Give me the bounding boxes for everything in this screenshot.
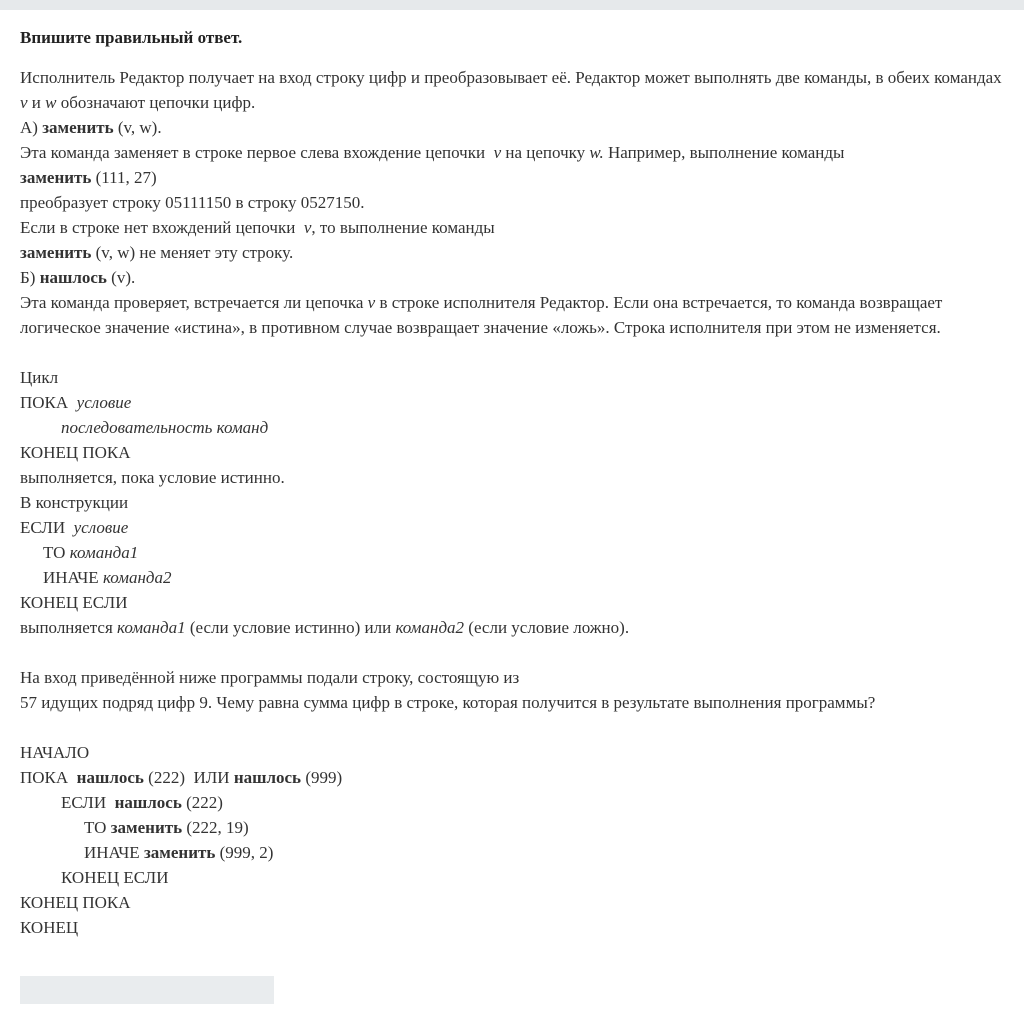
cycle-label: Цикл — [20, 368, 59, 387]
task-question-2: 57 идущих подряд цифр 9. Чему равна сумма цифр в строке, которая получится в результате выполнения программы? — [20, 693, 876, 712]
construct-label: В конструкции — [20, 493, 129, 512]
then-line: ТО команда1 — [43, 543, 139, 562]
top-bar — [0, 0, 1024, 10]
program-while: ПОКА нашлось (222) ИЛИ нашлось (999) — [20, 768, 343, 787]
answer-input[interactable] — [20, 976, 274, 1004]
task-content — [20, 25, 1012, 940]
program-if: ЕСЛИ нашлось (222) — [61, 793, 223, 812]
end-while: КОНЕЦ ПОКА — [20, 443, 131, 462]
task-question-1: На вход приведённой ниже программы подали строку, состоящую из — [20, 668, 520, 687]
program-begin: НАЧАЛО — [20, 743, 90, 762]
while-explain: выполняется, пока условие истинно. — [20, 468, 285, 487]
program-end-while: КОНЕЦ ПОКА — [20, 893, 131, 912]
else-line: ИНАЧЕ команда2 — [43, 568, 172, 587]
command-a-description: Эта команда заменяет в строке первое слева вхождение цепочки v на цепочку w. Например, выполнение команды — [20, 143, 845, 162]
while-body: последовательность команд — [61, 418, 269, 437]
if-explain: выполняется команда1 (если условие истинно) или команда2 (если условие ложно). — [20, 618, 630, 637]
command-a-no-entry: Если в строке нет вхождений цепочки v, то выполнение команды — [20, 218, 495, 237]
program-end: КОНЕЦ — [20, 918, 79, 937]
command-a-no-change: заменить (v, w) не меняет эту строку. — [20, 243, 294, 262]
paragraph-editor-intro: Исполнитель Редактор получает на вход строку цифр и преобразовывает её. Редактор может выполнять две команды, в обеих командах v и w обозначают цепочки цифр. — [20, 68, 1002, 112]
command-a-header: А) заменить (v, w). — [20, 118, 162, 137]
command-b-header: Б) нашлось (v). — [20, 268, 136, 287]
command-a-example: заменить (111, 27) — [20, 168, 157, 187]
command-b-description: Эта команда проверяет, встречается ли цепочка v в строке исполнителя Редактор. Если она встречается, то команда возвращает логическое значение «истина», в противном случае возвращает значение «ложь». Строка исполнителя при этом не изменяется. — [20, 293, 943, 337]
program-end-if: КОНЕЦ ЕСЛИ — [61, 868, 169, 887]
program-else: ИНАЧЕ заменить (999, 2) — [84, 843, 274, 862]
command-a-example-result: преобразует строку 05111150 в строку 0527150. — [20, 193, 365, 212]
while-line: ПОКА условие — [20, 393, 132, 412]
if-line: ЕСЛИ условие — [20, 518, 129, 537]
end-if: КОНЕЦ ЕСЛИ — [20, 593, 128, 612]
program-then: ТО заменить (222, 19) — [84, 818, 249, 837]
task-title: Впишите правильный ответ. — [20, 28, 243, 47]
